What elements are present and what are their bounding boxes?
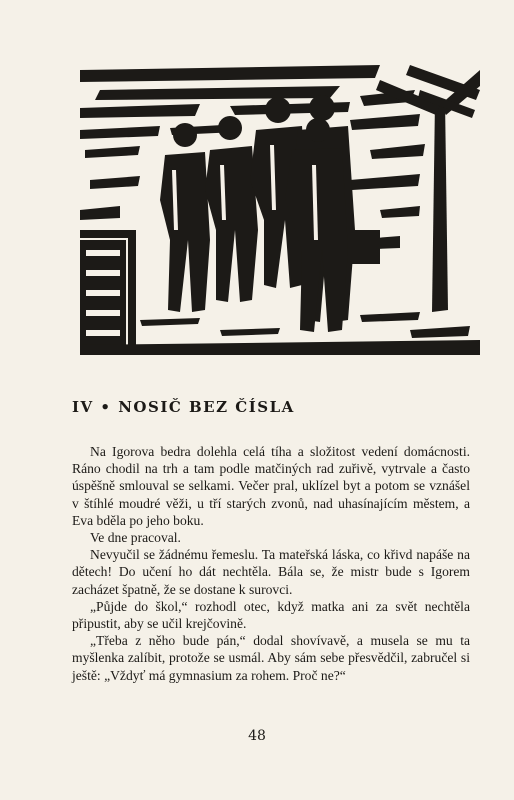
paragraph: „Půjde do škol,“ rozhodl otec, když matka ani za svět nechtěla připustit, aby se učil krejčovině.: [72, 598, 470, 632]
chapter-number: IV: [72, 398, 94, 416]
paragraph: „Třeba z něho bude pán,“ dodal shovívavě, a musela se mu ta myšlenka zalíbit, protože se usmál. Aby sám sebe přesvědčil, zabručel si ještě: „Vždyť má gymnasium za rohem. Proč ne?“: [72, 633, 470, 683]
paragraph: Nevyučil se žádnému řemeslu. Ta mateřská láska, co křivd napáše na dětech! Do učení ho dát nechtěla. Bála se, že mistr bude s Igorem zacházet špatně, že se dostane k surovci.: [72, 547, 470, 597]
paragraph: Ve dne pracoval.: [90, 530, 181, 546]
chapter-heading: [72, 398, 295, 416]
chapter-body: [72, 443, 470, 684]
woodcut-illustration: [80, 60, 480, 355]
chapter-title: NOSIČ BEZ ČÍSLA: [118, 398, 295, 416]
paragraph: Na Igorova bedra dolehla celá tíha a složitost vedení domácnosti. Ráno chodil na trh a tam podle matčiných rad zuřivě, vytrvale a často úspěšně smlouval se selkami. Večer pral, uklízel byt a potom se vznášel v štíhlé moudré věži, u tří starých zvonů, nad uhasínajícím městem, a Eva bděla po jeho boku.: [72, 444, 470, 528]
chapter-separator: •: [100, 398, 112, 416]
page-number: 48: [248, 728, 266, 744]
